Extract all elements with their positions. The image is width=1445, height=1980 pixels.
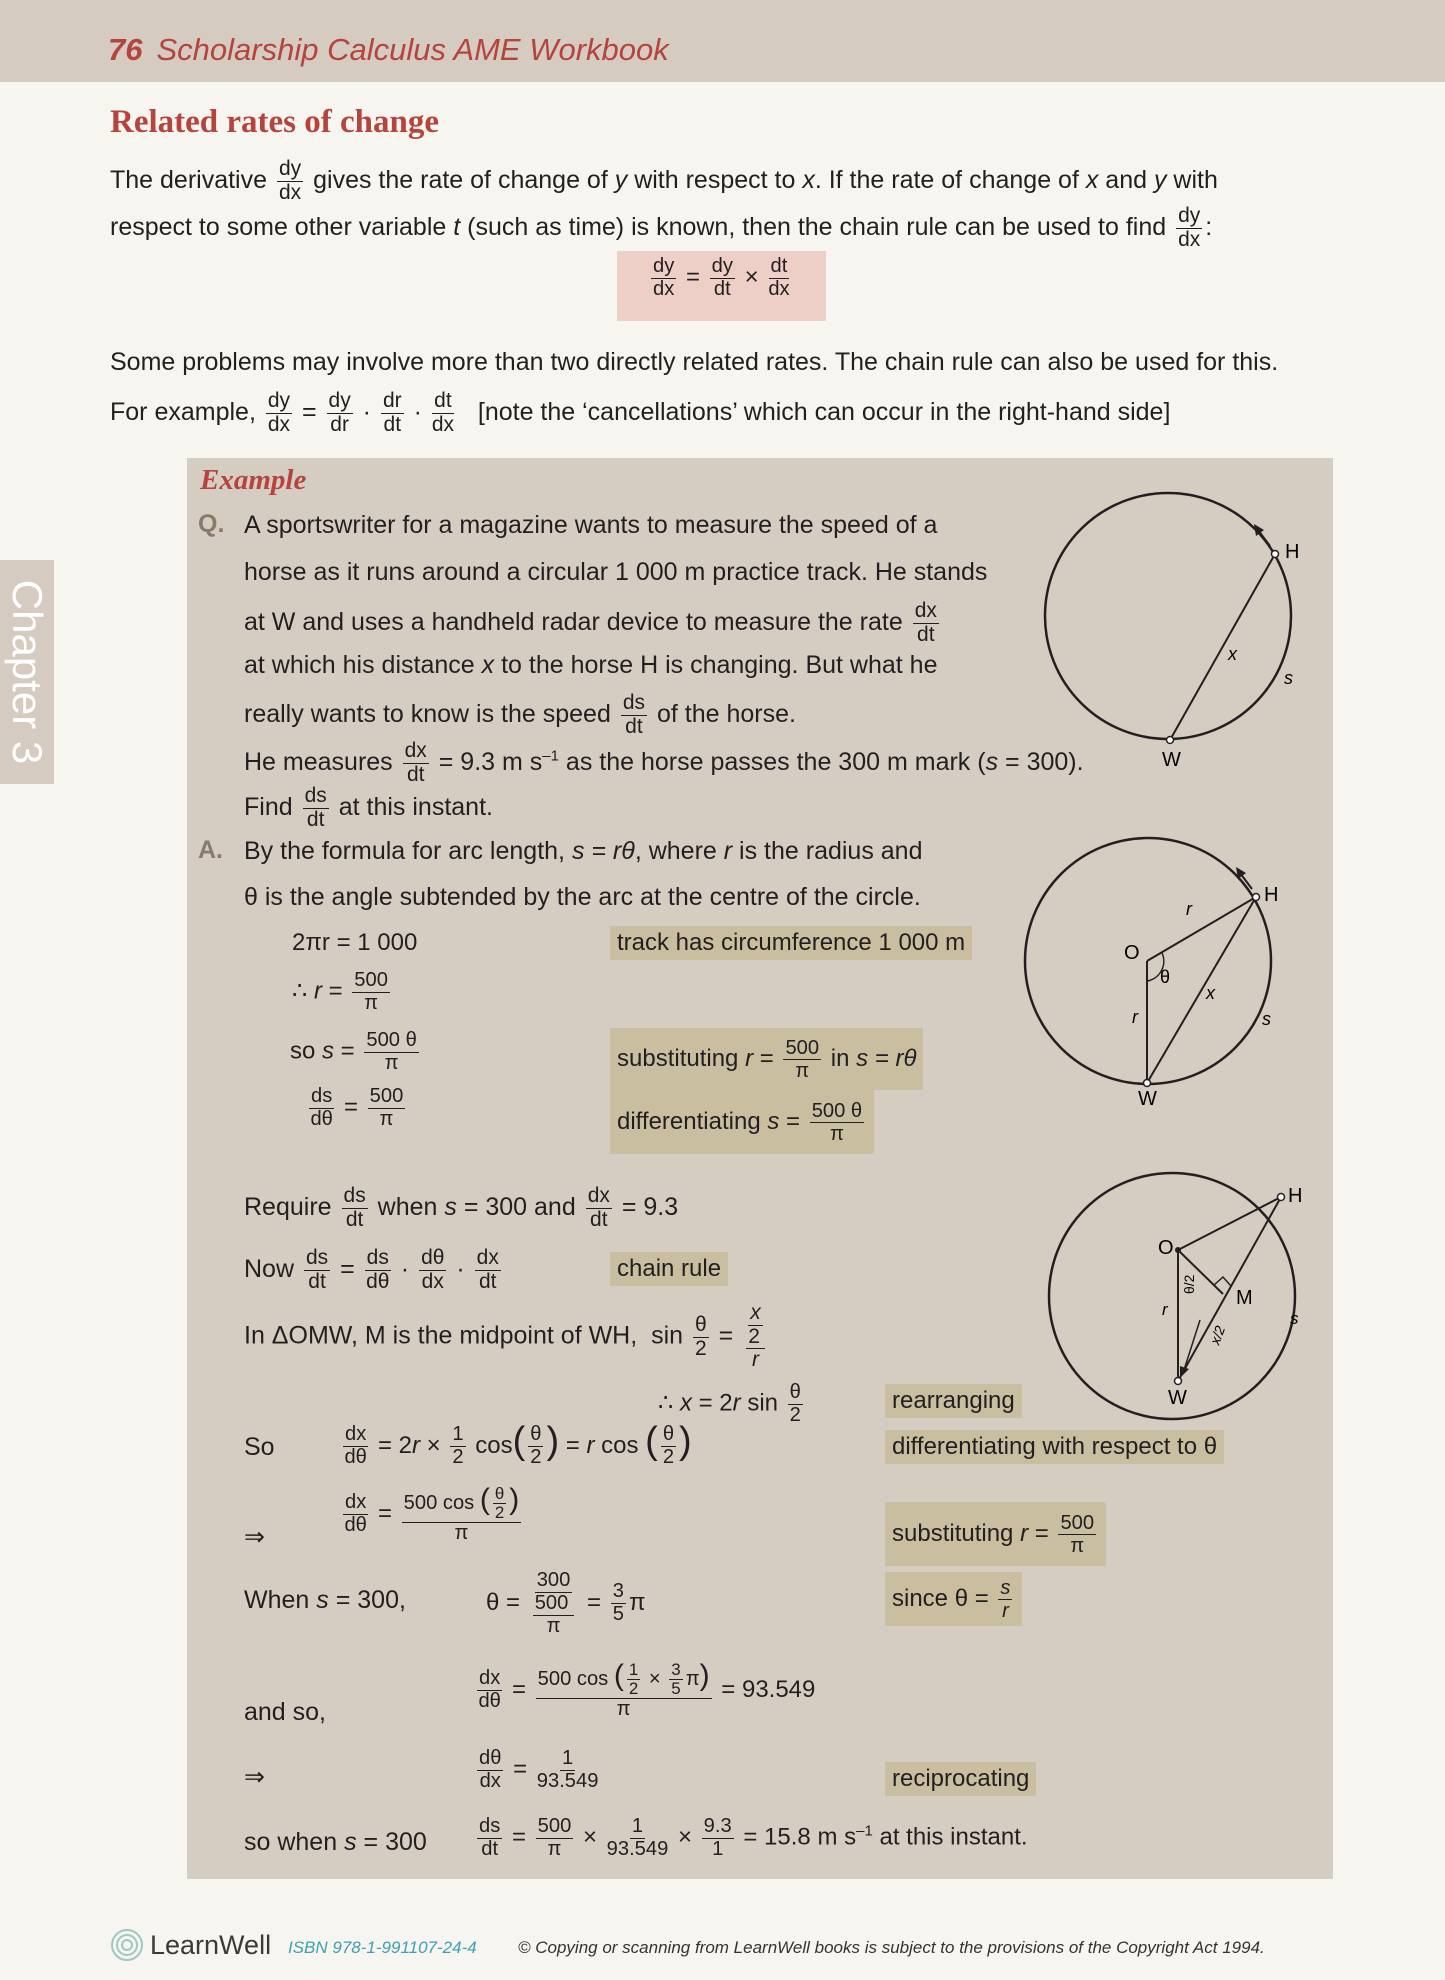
note-substituting-r-2: substituting r = $\frac{500}{\pi}$: [885, 1502, 1106, 1566]
eq-dtheta-dx: $\frac{d\theta}{dx}$ = $\frac{1}{93.549}$: [479, 1747, 599, 1792]
note-since-theta: since θ = $\frac{s}{r}$: [885, 1572, 1022, 1626]
label-r: r: [1162, 1300, 1168, 1319]
track-circle: [1045, 493, 1291, 739]
note-differentiating-theta: differentiating with respect to θ: [885, 1430, 1224, 1464]
label-m: M: [1236, 1287, 1253, 1309]
implies-1: ⇒: [244, 1523, 265, 1551]
eq-theta: θ = 300 500 π = $\frac{3}{5}$ π: [486, 1569, 646, 1637]
label-h: H: [1285, 541, 1300, 563]
label-w: W: [1168, 1387, 1187, 1409]
eq-r: ∴ r = $\frac{500}{\pi}$: [292, 969, 388, 1014]
intro-line-2: respect to some other variable t (such as time) is known, then the chain rule can be used to find $\frac{dy}{dx}$ :: [110, 204, 1213, 251]
label-o: O: [1124, 942, 1140, 964]
so-when-label: so when s = 300: [244, 1828, 427, 1856]
label-x: x: [1228, 644, 1237, 664]
chapter-tab: [0, 560, 54, 784]
now-line: Now $\frac{ds}{dt}$ = $\frac{ds}{d\theta}$ · $\frac{d\theta}{dx}$ · $\frac{dx}{dt}$: [244, 1246, 499, 1293]
so-label: So: [244, 1433, 275, 1461]
question-label: Q.: [198, 510, 225, 538]
footer-isbn: ISBN 978-1-991107-24-4: [288, 1938, 477, 1957]
note-circumference: track has circumference 1 000 m: [610, 926, 972, 960]
book-title: Scholarship Calculus AME Workbook: [156, 32, 669, 67]
track-diagram-1: [1030, 490, 1330, 780]
intro-line-4: For example, $\frac{dy}{dx}$ = $\frac{dy}{dr}$ · $\frac{dr}{dt}$ · $\frac{dt}{dx}$ [note the ‘cancellations’ which can occur in the right-hand side]: [110, 389, 1171, 436]
label-s: s: [1262, 1009, 1271, 1029]
point-w: [1167, 737, 1174, 744]
note-rearranging: rearranging: [885, 1384, 1022, 1418]
point-h: [1278, 1194, 1285, 1201]
label-w: W: [1138, 1088, 1157, 1110]
note-chain-rule: chain rule: [610, 1252, 728, 1286]
label-r-left: r: [1132, 1007, 1138, 1027]
learnwell-logo-icon: [110, 1928, 144, 1962]
question-line-6: He measures $\frac{dx}{dt}$ = 9.3 m $s^{-1}$ as the horse passes the 300 m mark (s = 300).: [244, 739, 1084, 786]
point-w: [1144, 1080, 1151, 1087]
page-number: 76: [108, 32, 143, 67]
arrowhead-w: [1180, 1366, 1189, 1378]
question-line-1: A sportswriter for a magazine wants to measure the speed of a: [244, 511, 938, 539]
answer-line-2: θ is the angle subtended by the arc at the centre of the circle.: [244, 883, 921, 911]
require-line: Require $\frac{ds}{dt}$ when s = 300 and $\frac{dx}{dt}$ = 9.3: [244, 1184, 679, 1231]
intro-line-3: Some problems may involve more than two directly related rates. The chain rule can also be used for this.: [110, 348, 1279, 376]
distance-line: [1170, 554, 1275, 740]
question-line-5: really wants to know is the speed $\frac{ds}{dt}$ of the horse.: [244, 691, 796, 738]
example-title: Example: [200, 464, 307, 496]
label-r-top: r: [1186, 899, 1192, 919]
eq-circumference: 2πr = 1 000: [292, 929, 418, 956]
eq-ds-dtheta: $\frac{ds}{d\theta}$ = $\frac{500}{\pi}$: [310, 1085, 404, 1130]
implies-2: ⇒: [244, 1763, 265, 1791]
label-h: H: [1264, 884, 1279, 906]
intro-line-1: The derivative $\frac{dy}{dx}$ gives the rate of change of y with respect to x. If the rate of change of x and y with: [110, 157, 1218, 204]
header-text: [108, 32, 669, 68]
note-reciprocating: reciprocating: [885, 1762, 1036, 1796]
eq-final: $\frac{ds}{dt}$ = $\frac{500}{\pi}$ × $\frac{1}{93.549}$ × $\frac{9.3}{1}$ = 15.8 m $s^{-1}$ at this instant.: [479, 1815, 1028, 1860]
track-diagram-3: [1040, 1170, 1340, 1470]
frac-dy-dx: $\frac{dy}{dx}$: [278, 157, 302, 204]
label-x-half: x/2: [1206, 1323, 1229, 1347]
label-theta: θ: [1160, 967, 1171, 987]
label-h: H: [1288, 1185, 1303, 1207]
answer-line-1: By the formula for arc length, s = rθ, where r is the radius and: [244, 837, 923, 865]
right-angle-mark: [1214, 1277, 1231, 1286]
eq-dx-dtheta-value: $\frac{dx}{d\theta}$ = 500 cos ( $\frac{1}{2}$ × $\frac{3}{5}$ π) π = 93.549: [478, 1659, 816, 1721]
eq-dx-dtheta: $\frac{dx}{d\theta}$ = 2r × $\frac{1}{2}$ cos( $\frac{\theta}{2}$ ) = r cos ( $\frac{\theta}{2}$ ): [344, 1420, 692, 1469]
and-so-label: and so,: [244, 1698, 327, 1726]
label-s: s: [1284, 668, 1293, 688]
radius-oh: [1147, 897, 1256, 961]
question-line-7: Find $\frac{ds}{dt}$ at this instant.: [244, 784, 493, 831]
distance-line: [1147, 897, 1256, 1083]
label-x: x: [1206, 983, 1215, 1003]
point-o: [1175, 1247, 1181, 1253]
eq-s: so s = $\frac{500 \theta}{\pi}$: [290, 1029, 417, 1074]
note-substituting-r: substituting r = $\frac{500}{\pi}$ in s = rθ: [610, 1028, 923, 1090]
chain-rule-formula: $\frac{dy}{dx}$ = $\frac{dy}{dt}$ × $\frac{dt}{dx}$: [653, 255, 790, 300]
footer-copyright: © Copying or scanning from LearnWell books is subject to the provisions of the Copyright Act 1994.: [518, 1938, 1265, 1957]
track-diagram-2: [1010, 835, 1310, 1125]
answer-label: A.: [198, 836, 223, 864]
omw-line: In ΔOMW, M is the midpoint of WH, sin $\frac{\theta}{2}$ = x 2 r: [244, 1302, 771, 1372]
label-theta-half: θ/2: [1181, 1274, 1197, 1294]
question-line-3: at W and uses a handheld radar device to measure the rate $\frac{dx}{dt}$: [244, 599, 937, 646]
question-line-2: horse as it runs around a circular 1 000 m practice track. He stands: [244, 558, 988, 586]
point-h: [1253, 894, 1260, 901]
point-h: [1272, 551, 1279, 558]
section-title: Related rates of change: [110, 104, 440, 140]
eq-dx-dtheta-2: $\frac{dx}{d\theta}$ = 500 cos ( $\frac{\theta}{2}$ ) π: [344, 1483, 520, 1545]
note-differentiating-s: differentiating s = $\frac{500 \theta}{\pi}$: [610, 1090, 874, 1154]
chapter-tab-label: Chapter 3: [4, 579, 51, 765]
question-line-4: at which his distance x to the horse H is changing. But what he: [244, 651, 938, 679]
when-label: When s = 300,: [244, 1586, 406, 1614]
label-o: O: [1158, 1237, 1174, 1259]
footer-brand: LearnWell: [150, 1930, 272, 1960]
point-w: [1175, 1378, 1182, 1385]
label-w: W: [1162, 749, 1181, 771]
eq-x: ∴ x = 2r sin $\frac{\theta}{2}$: [658, 1381, 801, 1426]
label-s: s: [1290, 1309, 1299, 1328]
